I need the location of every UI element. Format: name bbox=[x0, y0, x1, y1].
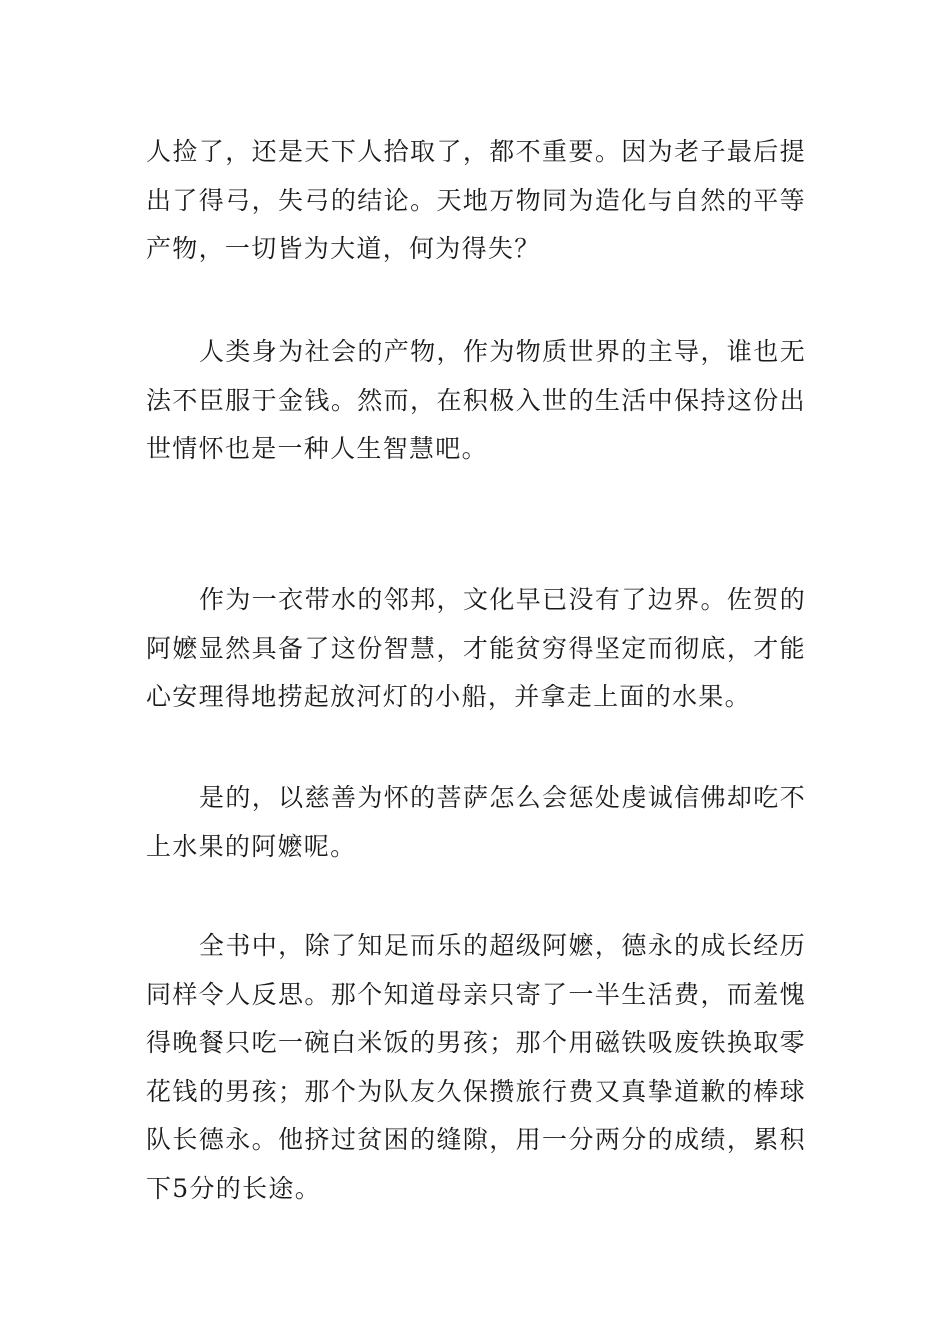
paragraph-1: 人捡了，还是天下人拾取了，都不重要。因为老子最后提出了得弓，失弓的结论。天地万物同为造化与自然的平等产物，一切皆为大道，何为得失？ bbox=[146, 137, 806, 263]
paragraph-4: 是的，以慈善为怀的菩萨怎么会惩处虔诚信佛却吃不上水果的阿嬷呢。 bbox=[146, 783, 806, 861]
paragraph-3: 作为一衣带水的邻邦，文化早已没有了边界。佐贺的阿嬷显然具备了这份智慧，才能贫穷得坚定而彻底，才能心安理得地捞起放河灯的小船，并拿走上面的水果。 bbox=[146, 585, 806, 711]
paragraph-5: 全书中，除了知足而乐的超级阿嬷，德永的成长经历同样令人反思。那个知道母亲只寄了一半生活费，而羞愧得晚餐只吃一碗白米饭的男孩；那个用磁铁吸废铁换取零花钱的男孩；那个为队友久保攒旅行费又真挚道歉的棒球队长德永。他挤过贫困的缝隙，用一分两分的成绩，累积下5分的长途。 bbox=[146, 931, 806, 1203]
paragraph-2: 人类身为社会的产物，作为物质世界的主导，谁也无法不臣服于金钱。然而，在积极入世的生活中保持这份出世情怀也是一种人生智慧吧。 bbox=[146, 337, 806, 463]
